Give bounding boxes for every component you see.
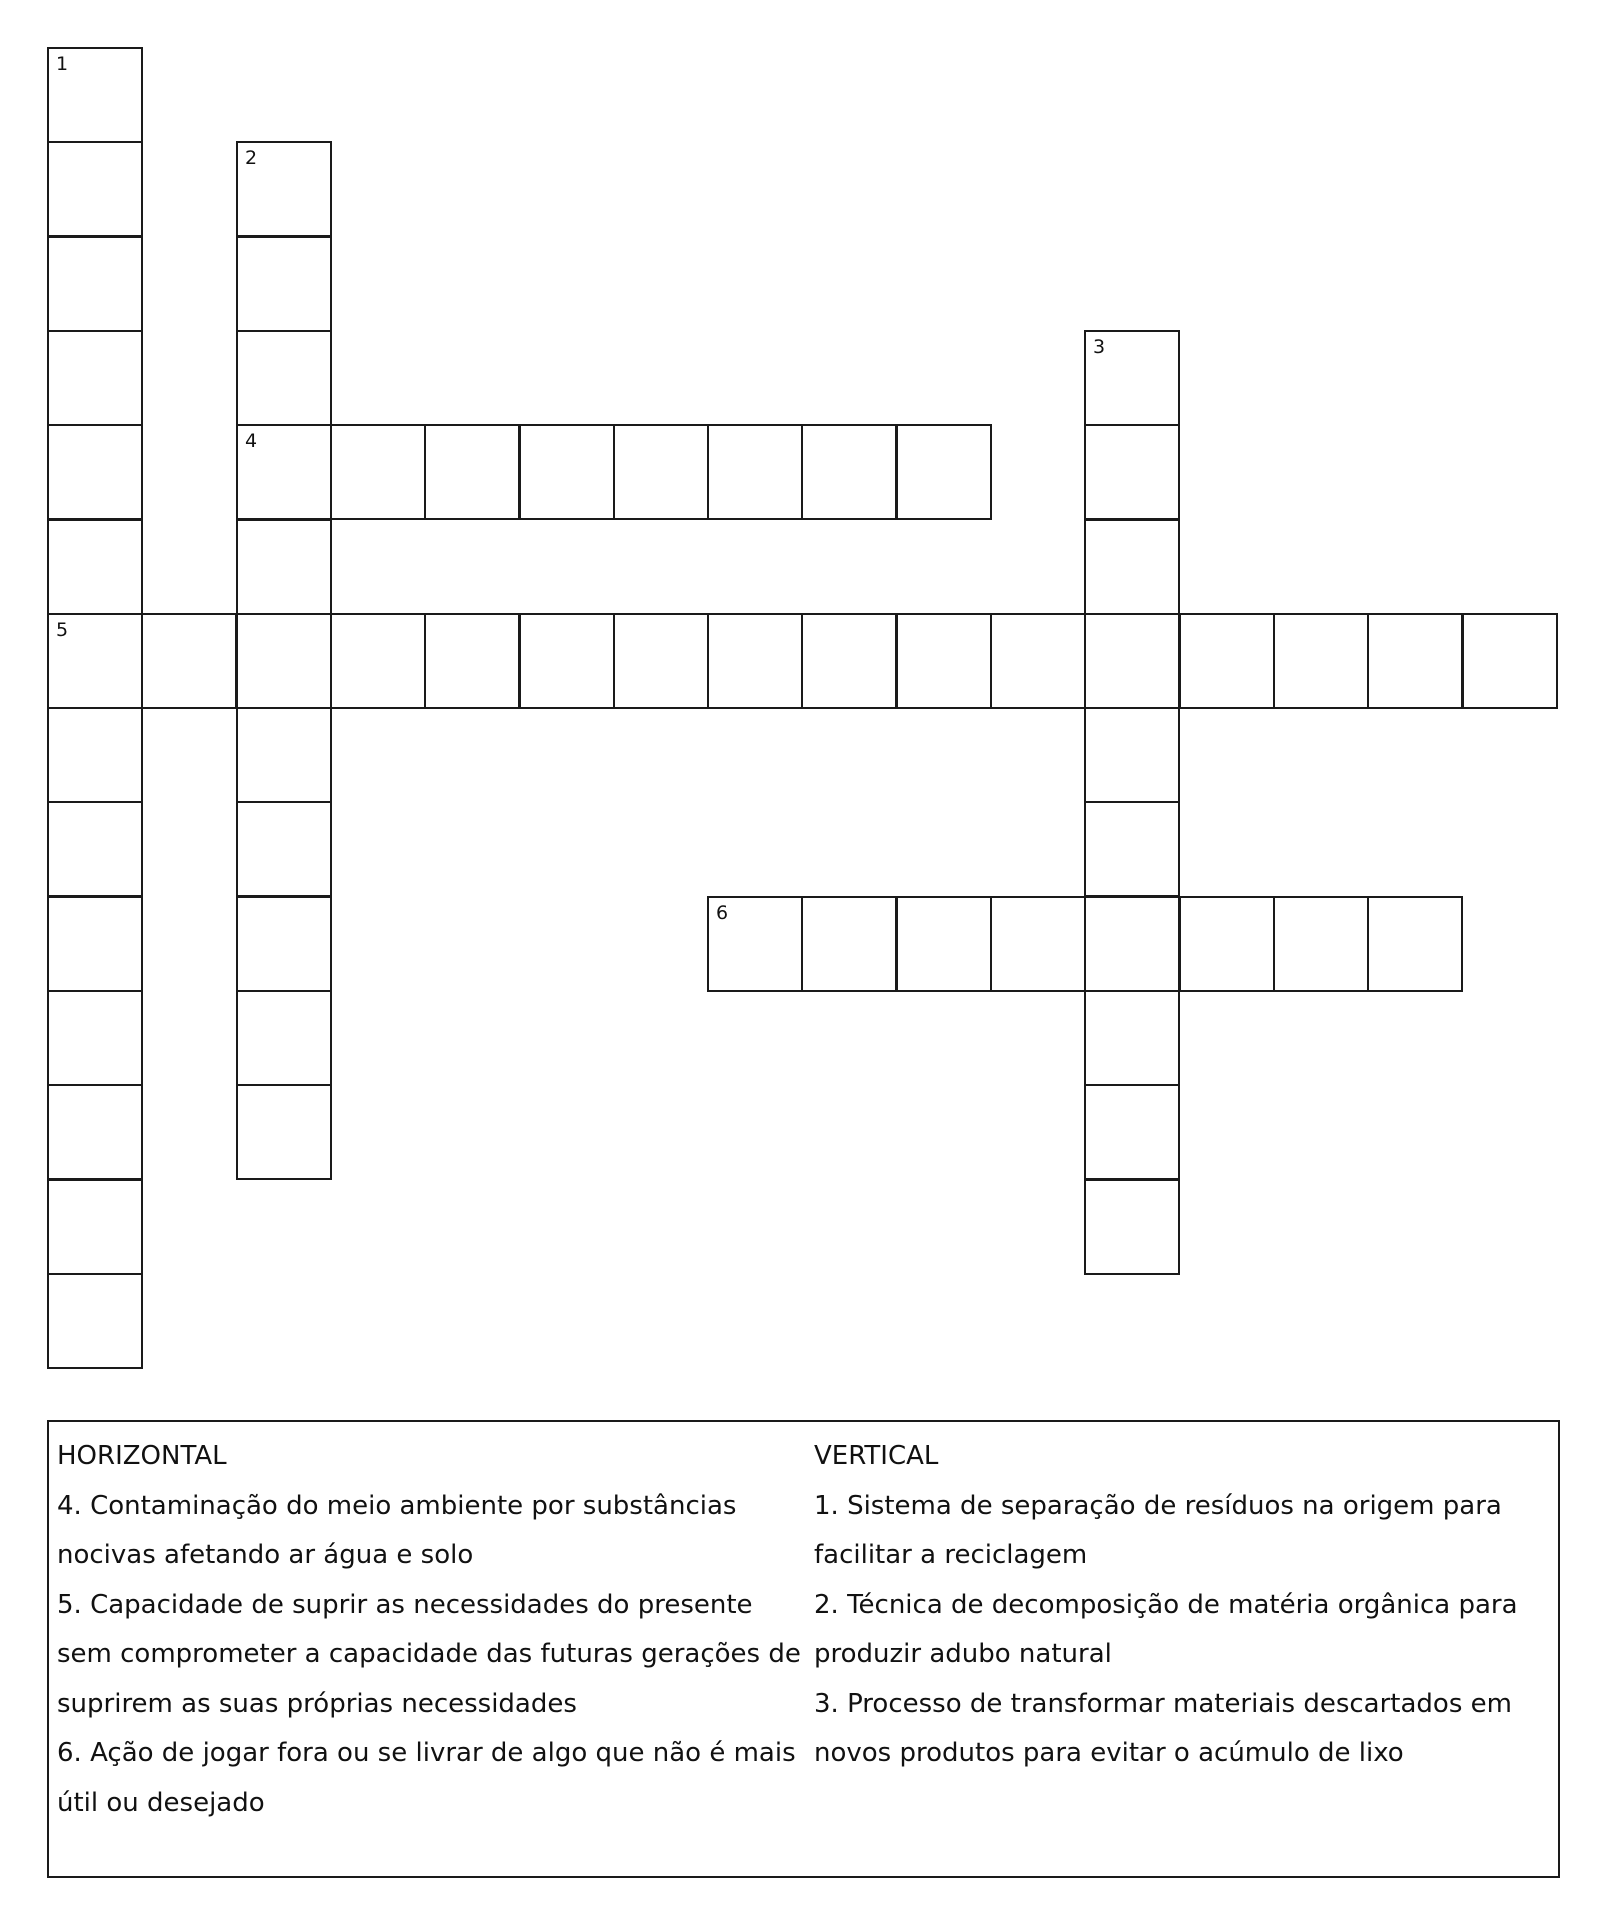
crossword-cell[interactable] (330, 424, 426, 520)
cell-number: 1 (56, 53, 69, 75)
crossword-cell[interactable] (47, 236, 143, 332)
clue-horizontal-4: 4. Contaminação do meio ambiente por substâncias nocivas afetando ar água e solo (57, 1490, 737, 1570)
crossword-cell[interactable] (1179, 613, 1275, 709)
crossword-cell[interactable] (47, 801, 143, 897)
crossword-cell[interactable] (424, 613, 520, 709)
clue-vertical-2: 2. Técnica de decomposição de matéria orgânica para produzir adubo natural (814, 1589, 1518, 1669)
crossword-cell[interactable] (1273, 613, 1369, 709)
crossword-cell[interactable] (519, 424, 615, 520)
crossword-cell[interactable] (1084, 990, 1180, 1086)
clue-horizontal-6: 6. Ação de jogar fora ou se livrar de algo que não é mais útil ou desejado (57, 1738, 796, 1818)
crossword-cell[interactable] (801, 424, 897, 520)
crossword-cell[interactable] (236, 1084, 332, 1180)
crossword-cell[interactable] (236, 424, 332, 520)
crossword-cell[interactable] (236, 519, 332, 615)
clue-horizontal-5: 5. Capacidade de suprir as necessidades do presente sem comprometer a capacidade das futuras gerações de suprirem as suas próprias necessidades (57, 1589, 801, 1719)
crossword-cell[interactable] (47, 519, 143, 615)
crossword-cell[interactable] (801, 896, 897, 992)
crossword-cell[interactable] (47, 990, 143, 1086)
crossword-cell[interactable] (896, 896, 992, 992)
crossword-cell[interactable] (47, 1179, 143, 1275)
crossword-cell[interactable] (1084, 1084, 1180, 1180)
crossword-cell[interactable] (1084, 707, 1180, 803)
crossword-cell[interactable] (613, 424, 709, 520)
crossword-cell[interactable] (1084, 801, 1180, 897)
crossword-cell[interactable] (47, 141, 143, 237)
crossword-cell[interactable] (1273, 896, 1369, 992)
crossword-cell[interactable] (707, 896, 803, 992)
clue-vertical-1: 1. Sistema de separação de resíduos na origem para facilitar a reciclagem (814, 1490, 1502, 1570)
crossword-cell[interactable] (236, 896, 332, 992)
crossword-cell[interactable] (236, 707, 332, 803)
crossword-cell[interactable] (1462, 613, 1558, 709)
crossword-cell[interactable] (1084, 613, 1180, 709)
crossword-cell[interactable] (801, 613, 897, 709)
crossword-cell[interactable] (424, 424, 520, 520)
crossword-cell[interactable] (47, 47, 143, 143)
crossword-cell[interactable] (1084, 330, 1180, 426)
crossword-cell[interactable] (236, 990, 332, 1086)
clue-vertical-3: 3. Processo de transformar materiais descartados em novos produtos para evitar o acúmulo de lixo (814, 1688, 1512, 1768)
cell-number: 3 (1093, 336, 1106, 358)
crossword-cell[interactable] (47, 330, 143, 426)
vertical-heading: VERTICAL (814, 1441, 939, 1471)
crossword-cell[interactable] (896, 424, 992, 520)
crossword-cell[interactable] (47, 1084, 143, 1180)
crossword-cell[interactable] (236, 613, 332, 709)
cell-number: 4 (245, 430, 258, 452)
crossword-cell[interactable] (1084, 519, 1180, 615)
crossword-cell[interactable] (1084, 424, 1180, 520)
crossword-cell[interactable] (896, 613, 992, 709)
crossword-cell[interactable] (236, 141, 332, 237)
crossword-cell[interactable] (47, 896, 143, 992)
crossword-cell[interactable] (141, 613, 237, 709)
horizontal-heading: HORIZONTAL (57, 1441, 227, 1471)
cell-number: 5 (56, 619, 69, 641)
crossword-cell[interactable] (519, 613, 615, 709)
crossword-cell[interactable] (47, 1273, 143, 1369)
crossword-cell[interactable] (707, 424, 803, 520)
crossword-cell[interactable] (990, 896, 1086, 992)
crossword-cell[interactable] (47, 424, 143, 520)
cell-number: 6 (716, 902, 729, 924)
vertical-clues (814, 1432, 1554, 1779)
crossword-cell[interactable] (990, 613, 1086, 709)
crossword-cell[interactable] (1084, 1179, 1180, 1275)
horizontal-clues (57, 1432, 802, 1828)
crossword-cell[interactable] (1084, 896, 1180, 992)
crossword-cell[interactable] (330, 613, 426, 709)
clues-box (47, 1420, 1560, 1878)
crossword-cell[interactable] (1367, 896, 1463, 992)
crossword-cell[interactable] (613, 613, 709, 709)
crossword-cell[interactable] (707, 613, 803, 709)
crossword-cell[interactable] (47, 707, 143, 803)
crossword-cell[interactable] (236, 801, 332, 897)
crossword-cell[interactable] (1367, 613, 1463, 709)
crossword-cell[interactable] (47, 613, 143, 709)
crossword-cell[interactable] (236, 330, 332, 426)
cell-number: 2 (245, 147, 258, 169)
crossword-cell[interactable] (236, 236, 332, 332)
crossword-cell[interactable] (1179, 896, 1275, 992)
